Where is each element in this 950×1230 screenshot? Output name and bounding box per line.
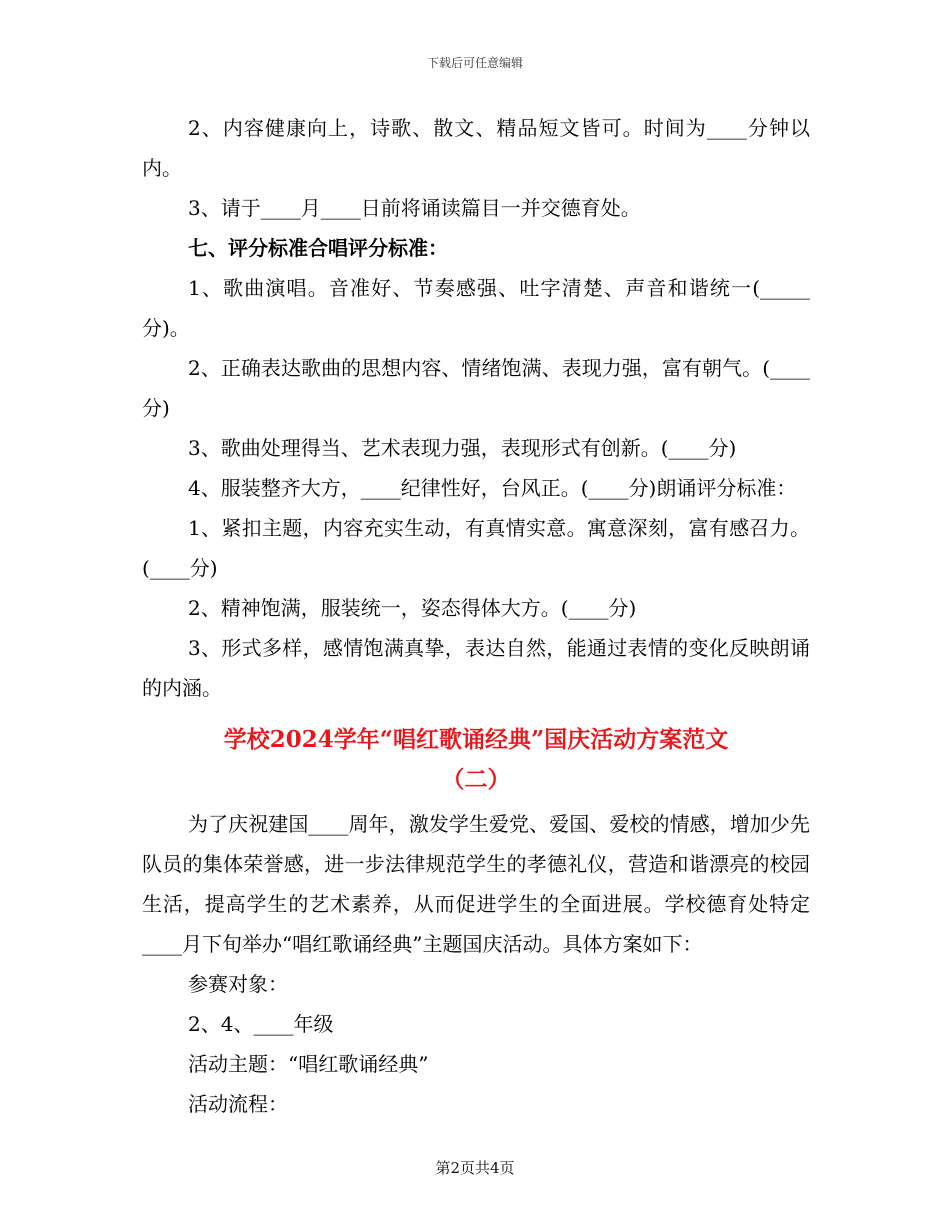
paragraph: 3、形式多样，感情饱满真挚，表达自然，能通过表情的变化反映朗诵的内涵。 — [142, 636, 810, 700]
paragraph: 1、紧扣主题，内容充实生动，有真情实意。寓意深刻，富有感召力。(____分) — [142, 516, 810, 580]
paragraph: 2、内容健康向上，诗歌、散文、精品短文皆可。时间为____分钟以内。 — [142, 116, 810, 180]
paragraph: 1、歌曲演唱。音准好、节奏感强、吐字清楚、声音和谐统一(_____分)。 — [142, 276, 810, 340]
paragraph: 3、歌曲处理得当、艺术表现力强，表现形式有创新。(____分) — [188, 436, 737, 460]
paragraph: 2、正确表达歌曲的思想内容、情绪饱满、表现力强，富有朝气。(____分) — [142, 356, 810, 420]
paragraph: 4、服装整齐大方，____纪律性好，台风正。(____分)朗诵评分标准： — [188, 476, 797, 500]
section-heading: 七、评分标准合唱评分标准： — [188, 236, 448, 260]
document-body — [142, 108, 810, 1124]
paragraph: 2、4、____年级 — [188, 1012, 334, 1036]
paragraph: 活动流程： — [188, 1092, 288, 1116]
page-footer: 第2页共4页 — [435, 1159, 515, 1177]
document-title-number: （二） — [441, 766, 511, 793]
paragraph: 3、请于____月____日前将诵读篇目一并交德育处。 — [188, 196, 641, 220]
paragraph: 参赛对象： — [188, 972, 288, 996]
paragraph: 活动主题：“唱红歌诵经典” — [188, 1052, 429, 1076]
page-header: 下载后可任意编辑 — [426, 56, 523, 70]
paragraph: 2、精神饱满，服装统一，姿态得体大方。(____分) — [188, 596, 637, 620]
document-title: 学校2024学年“唱红歌诵经典”国庆活动方案范文 — [223, 726, 729, 753]
paragraph: 为了庆祝建国____周年，激发学生爱党、爱国、爱校的情感，增加少先队员的集体荣誉感，进一步法律规范学生的孝德礼仪，营造和谐漂亮的校园生活，提高学生的艺术素养，从而促进学生的全面进展。学校德育处特定____月下旬举办“唱红歌诵经典”主题国庆活动。具体方案如下： — [142, 812, 810, 956]
